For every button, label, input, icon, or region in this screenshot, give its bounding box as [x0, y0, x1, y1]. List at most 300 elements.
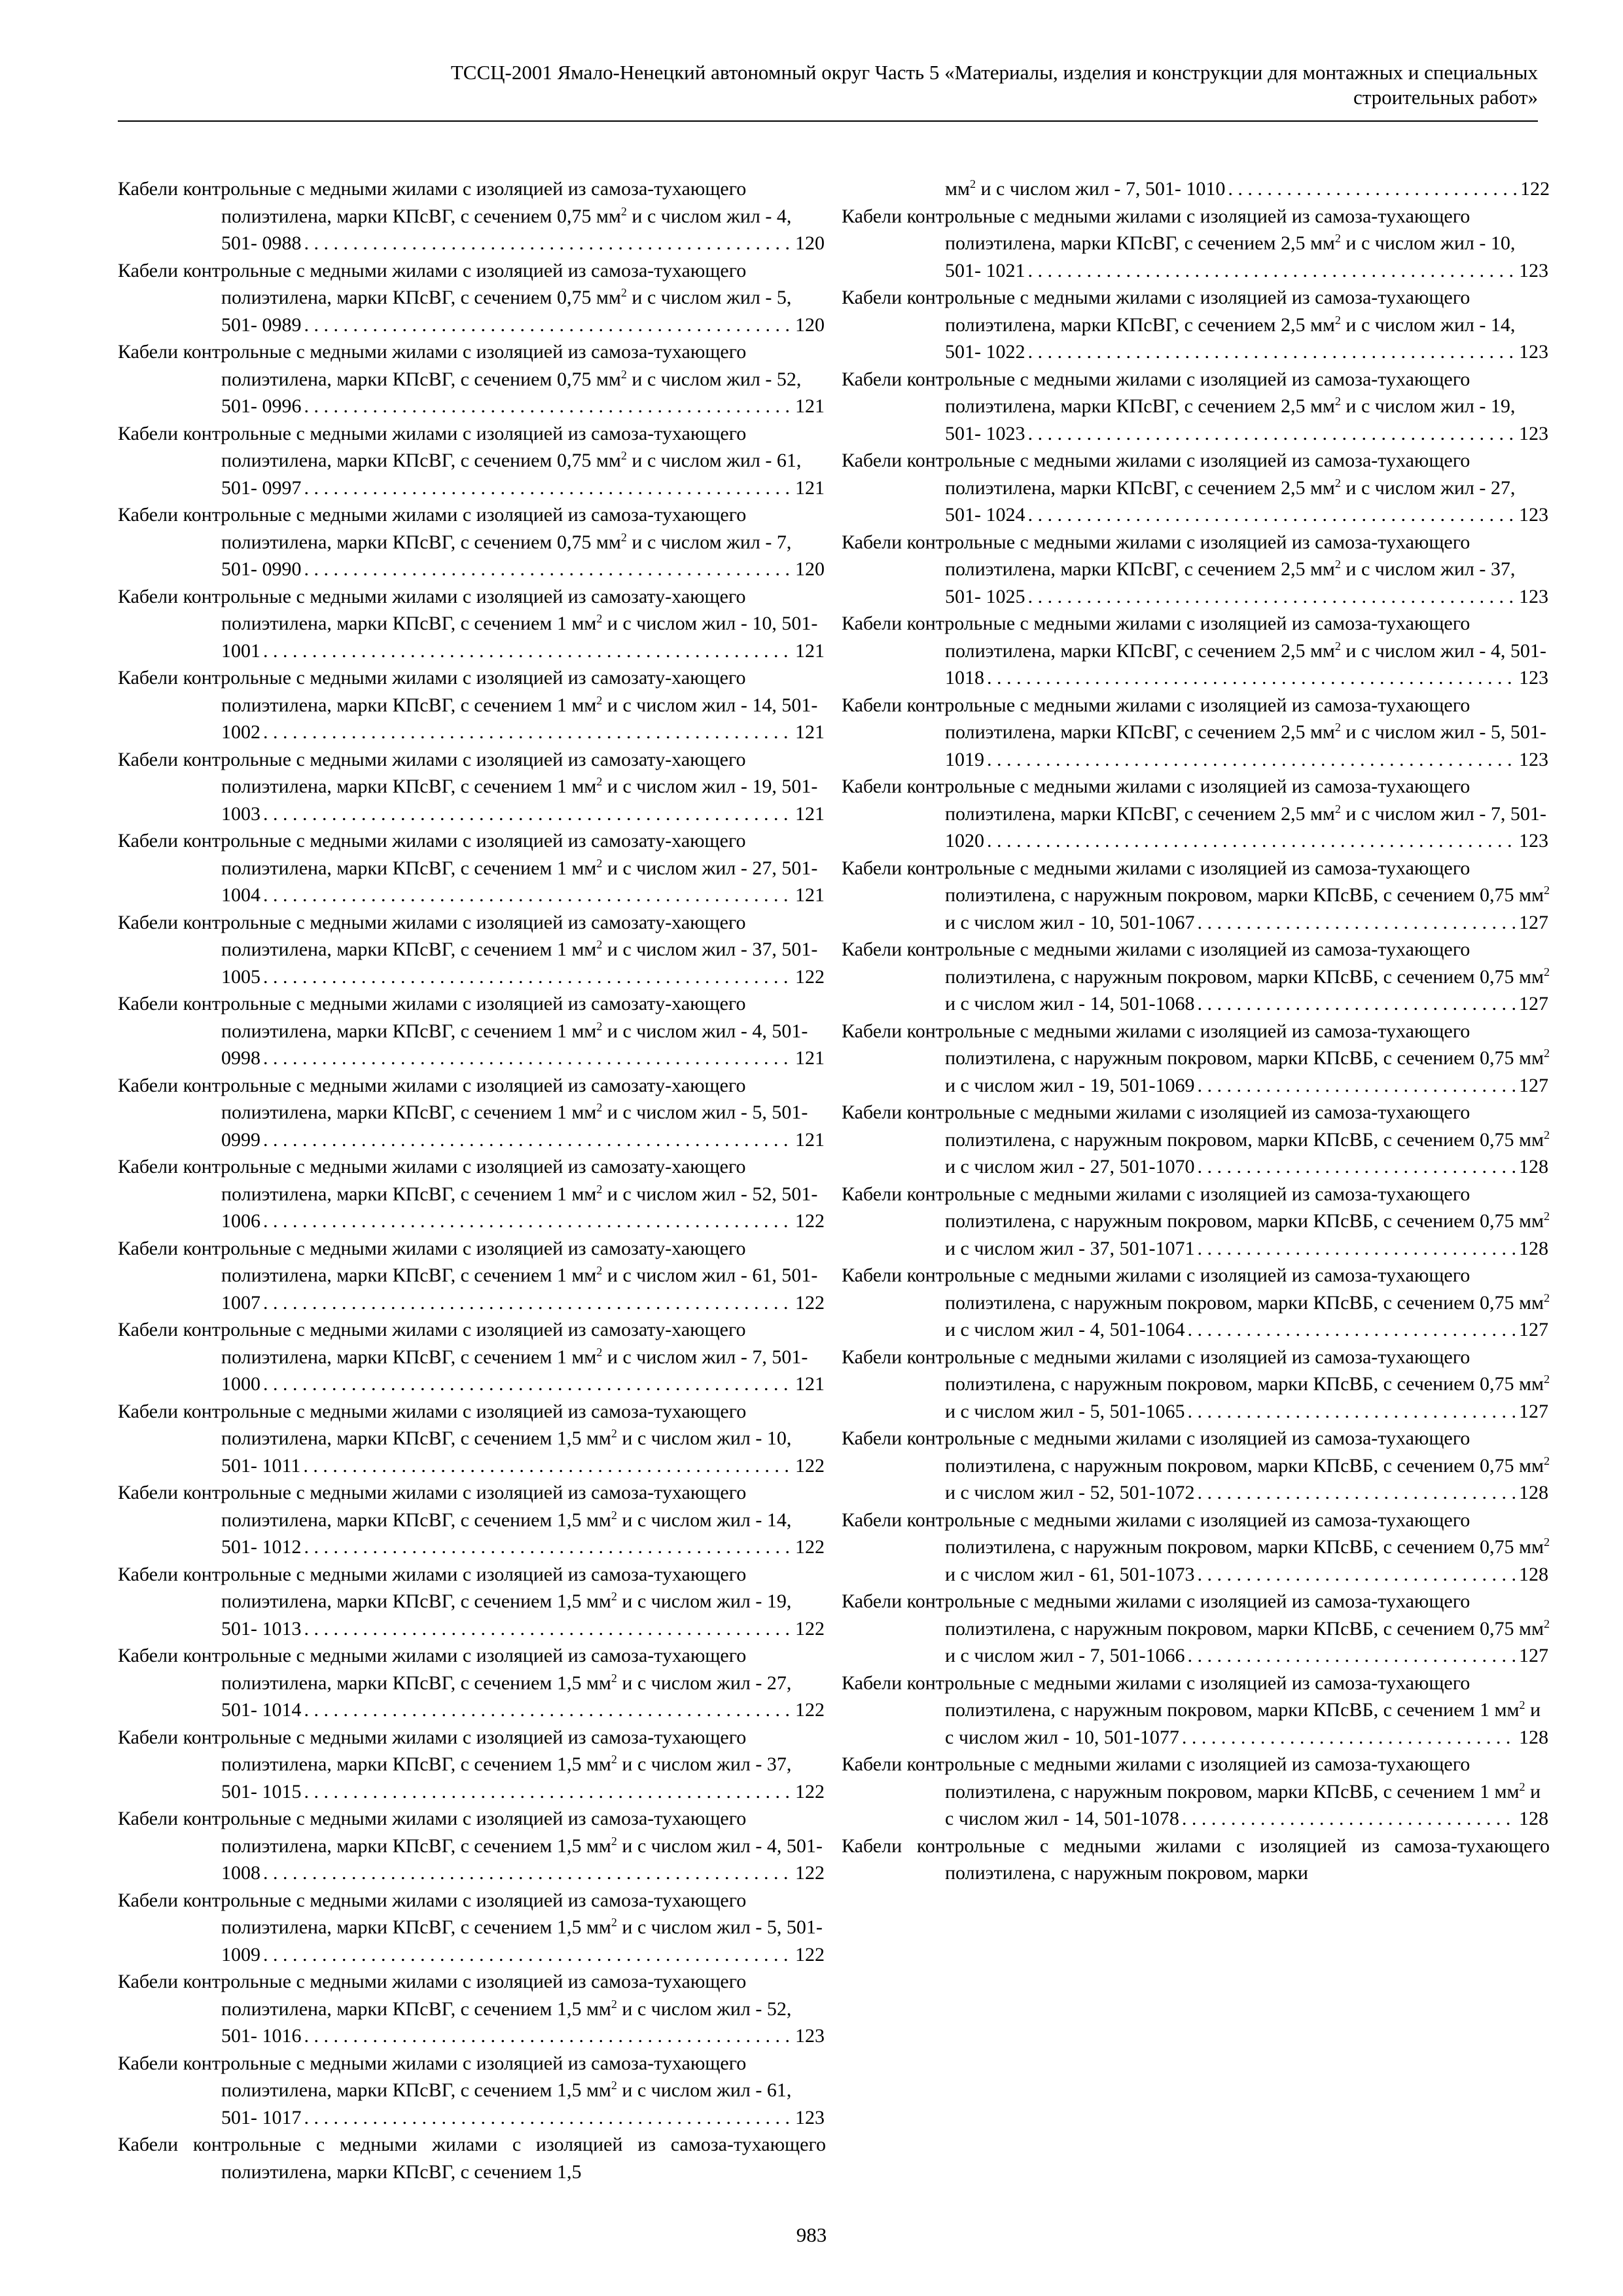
entry-tail	[302, 475, 825, 502]
entry-page-ref: 121	[795, 884, 825, 906]
entry-superscript: 2	[1334, 232, 1341, 245]
entry-superscript: 2	[596, 938, 603, 951]
index-entry	[842, 203, 1550, 285]
entry-superscript: 2	[596, 1264, 603, 1277]
index-entry	[118, 664, 826, 746]
entry-tail	[1185, 1316, 1548, 1344]
entry-page-ref: 121	[795, 639, 825, 662]
entry-tail	[1179, 1724, 1548, 1751]
entry-superscript: 2	[1334, 313, 1341, 327]
entry-tail	[302, 312, 825, 339]
entry-superscript: 2	[1519, 1698, 1525, 1712]
entry-page-ref: 121	[795, 395, 825, 417]
entry-tail	[260, 1371, 825, 1398]
entry-prefix: Кабели контрольные с медными жилами с изоляцией из самоза-тухающего полиэтилена, марки КПсВГ, с сечением 2,5 мм	[842, 613, 1471, 662]
dot-leader	[1028, 583, 1517, 611]
entry-superscript: 2	[596, 1345, 603, 1359]
dot-leader	[1197, 1561, 1516, 1588]
dot-leader	[263, 1126, 793, 1154]
entry-tail	[260, 719, 825, 746]
dot-leader	[263, 1371, 793, 1398]
entry-superscript: 2	[1544, 1454, 1550, 1467]
entry-tail	[1194, 1072, 1548, 1100]
dot-leader	[263, 882, 793, 909]
entry-prefix: Кабели контрольные с медными жилами с изоляцией из самоза-тухающего полиэтилена, марки КПсВГ, с сечением 2,5 мм	[842, 694, 1471, 743]
index-entry	[118, 1316, 826, 1398]
entry-tail	[1194, 909, 1548, 937]
entry-tail	[1026, 257, 1549, 285]
entry-tail	[302, 2104, 825, 2132]
index-entry	[842, 1262, 1550, 1344]
dot-leader	[1187, 1398, 1516, 1426]
entry-tail	[984, 664, 1548, 692]
dot-leader	[1187, 1316, 1516, 1344]
entry-suffix: и с числом жил - 19, 501-1069	[945, 1074, 1195, 1096]
entry-superscript: 2	[1544, 1617, 1550, 1630]
index-entry	[118, 175, 826, 257]
entry-superscript: 2	[611, 2079, 617, 2092]
entry-prefix: Кабели контрольные с медными жилами с изоляцией из самоза-тухающего полиэтилена, марки КПсВГ, с сечением 0,75 мм	[118, 259, 747, 308]
dot-leader	[1028, 338, 1517, 366]
entry-suffix: и с числом жил - 37, 501-1071	[945, 1237, 1195, 1259]
entry-tail	[302, 230, 825, 257]
index-entry	[842, 1181, 1550, 1263]
entry-suffix: и с числом жил - 4, 501- 1018	[945, 639, 1546, 689]
index-entry	[118, 1153, 826, 1235]
dot-leader	[987, 664, 1516, 692]
entry-suffix: и с числом жил - 4, 501- 0998	[221, 1020, 808, 1069]
entry-prefix: Кабели контрольные с медными жилами с изоляцией из самоза-тухающего полиэтилена, с наружным покровом, марки КПсВБ, с сечением 0,75 мм	[842, 1346, 1544, 1395]
entry-prefix: Кабели контрольные с медными жилами с изоляцией из самозату-хающего полиэтилена, марки КПсВГ, с сечением 1 мм	[118, 748, 746, 797]
entry-page-ref: 123	[1519, 504, 1548, 526]
entry-suffix: и с числом жил - 37, 501- 1015	[221, 1753, 792, 1803]
entry-superscript: 2	[1334, 639, 1341, 653]
dot-leader	[304, 2104, 793, 2132]
entry-page-ref: 123	[1519, 585, 1548, 607]
entry-page-ref: 121	[795, 1373, 825, 1395]
entry-prefix: Кабели контрольные с медными жилами с изоляцией из самоза-тухающего полиэтилена, с наружным покровом, марки КПсВБ, с сечением 0,75 мм	[842, 1509, 1544, 1558]
dot-leader	[1028, 257, 1517, 285]
entry-prefix: Кабели контрольные с медными жилами с изоляцией из самоза-тухающего полиэтилена, марки КПсВГ, с сечением 1,5	[118, 2134, 826, 2183]
entry-page-ref: 128	[1519, 1237, 1548, 1259]
dot-leader	[263, 963, 793, 991]
index-entry	[118, 909, 826, 991]
entry-page-ref: 122	[795, 1862, 825, 1884]
entry-prefix: Кабели контрольные с медными жилами с изоляцией из самоза-тухающего полиэтилена, с наружным покровом, марки	[842, 1835, 1550, 1884]
entry-suffix: и с числом жил - 14, 501- 1012	[221, 1509, 792, 1558]
entry-page-ref: 122	[795, 1780, 825, 1803]
entry-page-ref: 122	[795, 1943, 825, 1965]
index-entry	[118, 338, 826, 420]
index-entry	[118, 257, 826, 339]
dot-leader	[1028, 420, 1517, 448]
index-entry	[118, 420, 826, 502]
entry-tail	[1194, 1561, 1548, 1588]
entry-suffix: и с числом жил - 52, 501- 0996	[221, 368, 802, 417]
entry-suffix: и с числом жил - 10, 501-1067	[945, 911, 1195, 933]
entry-tail	[1026, 583, 1549, 611]
dot-leader	[304, 312, 793, 339]
dot-leader	[263, 719, 793, 746]
index-entry	[842, 1344, 1550, 1426]
entry-suffix: и с числом жил - 7, 501- 1020	[945, 802, 1546, 852]
index-entry-text	[118, 2134, 826, 2183]
entry-superscript: 2	[1334, 558, 1341, 571]
entry-page-ref: 127	[1519, 993, 1548, 1014]
entry-page-ref: 128	[1519, 1482, 1548, 1503]
dot-leader	[304, 1696, 793, 1724]
header-line-2: строительных работ»	[1353, 86, 1538, 109]
entry-suffix: и с числом жил - 61, 501-1073	[945, 1563, 1195, 1585]
entry-suffix: и с числом жил - 10, 501-1077	[945, 1699, 1541, 1748]
entry-superscript: 2	[611, 1590, 617, 1603]
index-entry	[842, 1099, 1550, 1181]
entry-page-ref: 128	[1519, 1563, 1548, 1585]
index-entry	[118, 1642, 826, 1724]
entry-suffix: и с числом жил - 14, 501- 1002	[221, 694, 818, 743]
running-header	[118, 60, 1538, 110]
entry-prefix: Кабели контрольные с медными жилами с изоляцией из самоза-тухающего полиэтилена, с наружным покровом, марки КПсВБ, с сечением 0,75 мм	[842, 1102, 1544, 1151]
entry-prefix: Кабели контрольные с медными жилами с изоляцией из самоза-тухающего полиэтилена, марки КПсВГ, с сечением 1,5 мм	[118, 1808, 747, 1857]
entry-page-ref: 127	[1519, 1074, 1548, 1096]
dot-leader	[304, 393, 793, 420]
entry-superscript: 2	[596, 775, 603, 788]
dot-leader	[987, 827, 1516, 855]
entry-prefix: Кабели контрольные с медными жилами с изоляцией из самоза-тухающего полиэтилена, марки КПсВГ, с сечением 1,5 мм	[118, 1726, 747, 1775]
entry-suffix: и с числом жил - 27, 501- 1014	[221, 1672, 792, 1721]
entry-page-ref: 120	[795, 232, 825, 254]
entry-tail	[260, 1941, 825, 1969]
entry-tail	[1179, 1805, 1548, 1833]
entry-tail	[260, 1045, 825, 1072]
entry-prefix: Кабели контрольные с медными жилами с изоляцией из самозату-хающего полиэтилена, марки КПсВГ, с сечением 1 мм	[118, 830, 746, 879]
entry-superscript: 2	[1519, 1780, 1525, 1793]
entry-superscript: 2	[1334, 802, 1341, 816]
entry-suffix: и с числом жил - 5, 501-1065	[945, 1400, 1185, 1422]
entry-superscript: 2	[1544, 1535, 1550, 1549]
entry-prefix: Кабели контрольные с медными жилами с изоляцией из самоза-тухающего полиэтилена, марки КПсВГ, с сечением 2,5 мм	[842, 776, 1471, 825]
header-line-1: ТССЦ-2001 Ямало-Ненецкий автономный округ Часть 5 «Материалы, изделия и конструкции для монтажных и специальных	[450, 61, 1538, 84]
entry-page-ref: 128	[1519, 1726, 1548, 1748]
index-entry	[842, 1751, 1550, 1833]
entry-page-ref: 121	[795, 721, 825, 743]
entry-page-ref: 122	[795, 1291, 825, 1314]
entry-suffix: и с числом жил - 61, 501- 1017	[221, 2079, 792, 2128]
entry-prefix: Кабели контрольные с медными жилами с изоляцией из самоза-тухающего полиэтилена, марки КПсВГ, с сечением 0,75 мм	[118, 341, 747, 390]
entry-page-ref: 127	[1519, 1645, 1548, 1666]
index-entry	[842, 284, 1550, 366]
index-entry	[842, 175, 1550, 203]
dot-leader	[1197, 990, 1516, 1018]
entry-superscript: 2	[611, 1997, 617, 2011]
index-entry	[118, 2050, 826, 2132]
entry-suffix: и с числом жил - 27, 501- 1004	[221, 857, 818, 906]
entry-suffix: и с числом жил - 19, 501- 1003	[221, 776, 818, 825]
entry-page-ref: 120	[795, 314, 825, 336]
dot-leader	[304, 556, 793, 583]
entry-suffix: и с числом жил - 5, 501- 0989	[221, 287, 792, 336]
dot-leader	[263, 800, 793, 828]
index-entry	[842, 1833, 1550, 1887]
entry-page-ref: 122	[795, 1699, 825, 1721]
index-entry	[118, 1724, 826, 1806]
entry-page-ref: 127	[1519, 1319, 1548, 1340]
entry-tail	[1026, 501, 1549, 529]
entry-tail	[1194, 990, 1548, 1018]
entry-tail	[302, 556, 825, 583]
entry-superscript: 2	[596, 856, 603, 870]
dot-leader	[1228, 175, 1518, 203]
entry-suffix: и с числом жил - 4, 501- 1008	[221, 1835, 823, 1884]
dot-leader	[987, 746, 1516, 774]
index-entry	[842, 366, 1550, 448]
entry-superscript: 2	[611, 1753, 617, 1766]
index-column-right	[842, 175, 1550, 1887]
dot-leader	[263, 1289, 793, 1317]
index-entry	[842, 1018, 1550, 1100]
entry-page-ref: 123	[1519, 259, 1548, 281]
dot-leader	[263, 637, 793, 665]
index-entry	[118, 990, 826, 1072]
entry-suffix: и с числом жил - 10, 501- 1001	[221, 613, 818, 662]
index-entry	[118, 1561, 826, 1643]
entry-tail	[302, 1696, 825, 1724]
entry-tail	[302, 1534, 825, 1561]
entry-prefix: Кабели контрольные с медными жилами с изоляцией из самоза-тухающего полиэтилена, марки КПсВГ, с сечением 0,75 мм	[118, 504, 747, 553]
dot-leader	[1182, 1805, 1516, 1833]
index-entry	[842, 936, 1550, 1018]
entry-tail	[260, 1208, 825, 1235]
index-entry	[842, 1670, 1550, 1751]
entry-page-ref: 128	[1519, 1808, 1548, 1829]
entry-suffix: и с числом жил - 4, 501- 0988	[221, 205, 792, 254]
entry-suffix: и с числом жил - 52, 501- 1016	[221, 1998, 792, 2047]
entry-prefix: Кабели контрольные с медными жилами с изоляцией из самоза-тухающего полиэтилена, с наружным покровом, марки КПсВБ, с сечением 0,75 мм	[842, 939, 1544, 988]
entry-suffix: и с числом жил - 19, 501- 1013	[221, 1590, 792, 1640]
index-entry	[118, 1235, 826, 1317]
page-number: 983	[796, 2223, 827, 2246]
entry-superscript: 2	[611, 1427, 617, 1440]
entry-tail	[260, 637, 825, 665]
entry-suffix: и с числом жил - 14, 501-1068	[945, 993, 1195, 1014]
entry-superscript: 2	[969, 177, 976, 190]
entry-prefix: Кабели контрольные с медными жилами с изоляцией из самоза-тухающего полиэтилена, марки КПсВГ, с сечением 1,5 мм	[118, 1400, 747, 1449]
entry-suffix: и с числом жил - 27, 501-1070	[945, 1156, 1195, 1177]
dot-leader	[263, 1941, 793, 1969]
entry-suffix: и с числом жил - 10, 501- 1021	[945, 232, 1516, 281]
entry-tail	[1185, 1398, 1548, 1426]
entry-prefix: Кабели контрольные с медными жилами с изоляцией из самоза-тухающего полиэтилена, с наружным покровом, марки КПсВБ, с сечением 0,75 мм	[842, 1265, 1544, 1314]
entry-prefix: Кабели контрольные с медными жилами с изоляцией из самоза-тухающего полиэтилена, марки КПсВГ, с сечением 0,75 мм	[118, 178, 747, 227]
entry-page-ref: 121	[795, 1128, 825, 1151]
entry-suffix: и с числом жил - 7, 501- 0990	[221, 531, 792, 580]
dot-leader	[1197, 1479, 1516, 1507]
entry-superscript: 2	[620, 286, 627, 299]
entry-prefix: Кабели контрольные с медными жилами с изоляцией из самоза-тухающего полиэтилена, с наружным покровом, марки КПсВБ, с сечением 0,75 мм	[842, 1427, 1544, 1477]
index-entry	[842, 773, 1550, 855]
index-entry	[842, 692, 1550, 774]
entry-prefix: Кабели контрольные с медными жилами с изоляцией из самоза-тухающего полиэтилена, с наружным покровом, марки КПсВБ, с сечением 1 мм	[842, 1753, 1520, 1803]
entry-tail	[300, 1452, 825, 1480]
entry-prefix: Кабели контрольные с медными жилами с изоляцией из самозату-хающего полиэтилена, марки КПсВГ, с сечением 1 мм	[118, 1319, 746, 1368]
entry-tail	[260, 963, 825, 991]
entry-page-ref: 123	[795, 2106, 825, 2128]
entry-page-ref: 123	[1519, 748, 1548, 770]
entry-prefix: Кабели контрольные с медными жилами с изоляцией из самоза-тухающего полиэтилена, с наружным покровом, марки КПсВБ, с сечением 1 мм	[842, 1672, 1520, 1721]
entry-page-ref: 122	[795, 1454, 825, 1477]
dot-leader	[1187, 1642, 1516, 1670]
index-entry	[118, 827, 826, 909]
entry-superscript: 2	[1544, 1372, 1550, 1386]
entry-page-ref: 127	[1519, 911, 1548, 933]
entry-suffix: и с числом жил - 37, 501- 1005	[221, 939, 818, 988]
entry-prefix: Кабели контрольные с медными жилами с изоляцией из самоза-тухающего полиэтилена, марки КПсВГ, с сечением 1,5 мм	[118, 1482, 747, 1531]
entry-suffix: и с числом жил - 61, 501- 1007	[221, 1265, 818, 1314]
dot-leader	[1028, 501, 1517, 529]
header-rule	[118, 120, 1538, 122]
entry-page-ref: 121	[795, 476, 825, 499]
entry-superscript: 2	[1544, 1047, 1550, 1060]
entry-suffix: и с числом жил - 7, 501- 1010	[975, 178, 1226, 200]
index-entry	[842, 1425, 1550, 1507]
entry-suffix: и с числом жил - 4, 501-1064	[945, 1319, 1185, 1340]
index-entry-text	[945, 175, 1225, 203]
index-entry	[118, 1887, 826, 1969]
entry-superscript: 2	[611, 1834, 617, 1848]
entry-superscript: 2	[1544, 965, 1550, 978]
index-entry	[118, 1398, 826, 1480]
entry-superscript: 2	[620, 449, 627, 462]
entry-tail	[1194, 1235, 1548, 1263]
index-entry	[118, 501, 826, 583]
entry-suffix: и с числом жил - 61, 501- 0997	[221, 450, 802, 499]
entry-prefix: Кабели контрольные с медными жилами с изоляцией из самоза-тухающего полиэтилена, с наружным покровом, марки КПсВБ, с сечением 0,75 мм	[842, 1590, 1544, 1640]
index-entry	[118, 1479, 826, 1561]
dot-leader	[304, 230, 793, 257]
entry-prefix: Кабели контрольные с медными жилами с изоляцией из самоза-тухающего полиэтилена, марки КПсВГ, с сечением 2,5 мм	[842, 205, 1471, 254]
entry-tail	[1026, 338, 1549, 366]
entry-superscript: 2	[596, 1019, 603, 1033]
entry-page-ref: 122	[795, 1617, 825, 1640]
entry-page-ref: 120	[795, 558, 825, 580]
entry-prefix: Кабели контрольные с медными жилами с изоляцией из самозату-хающего полиэтилена, марки КПсВГ, с сечением 1 мм	[118, 1237, 746, 1286]
entry-tail	[260, 1859, 825, 1887]
entry-page-ref: 122	[1520, 178, 1550, 200]
entry-superscript: 2	[596, 1182, 603, 1196]
entry-page-ref: 122	[795, 1536, 825, 1558]
entry-page-ref: 122	[795, 965, 825, 988]
index-entry	[842, 610, 1550, 692]
entry-prefix: Кабели контрольные с медными жилами с изоляцией из самоза-тухающего полиэтилена, с наружным покровом, марки КПсВБ, с сечением 0,75 мм	[842, 1020, 1544, 1069]
index-entry	[842, 529, 1550, 611]
entry-tail	[302, 2022, 825, 2050]
entry-superscript: 2	[1334, 476, 1341, 490]
entry-tail	[1194, 1479, 1548, 1507]
entry-prefix: Кабели контрольные с медными жилами с изоляцией из самоза-тухающего полиэтилена, с наружным покровом, марки КПсВБ, с сечением 0,75 мм	[842, 1183, 1544, 1232]
entry-superscript: 2	[1544, 1291, 1550, 1304]
entry-page-ref: 121	[795, 802, 825, 825]
entry-prefix: Кабели контрольные с медными жилами с изоляцией из самоза-тухающего полиэтилена, марки КПсВГ, с сечением 2,5 мм	[842, 531, 1471, 580]
entry-prefix: Кабели контрольные с медными жилами с изоляцией из самоза-тухающего полиэтилена, марки КПсВГ, с сечением 2,5 мм	[842, 287, 1471, 336]
dot-leader	[1197, 1153, 1516, 1181]
dot-leader	[263, 1045, 793, 1072]
entry-page-ref: 123	[1519, 422, 1548, 444]
entry-tail	[984, 746, 1548, 774]
entry-superscript: 2	[1544, 1128, 1550, 1141]
entry-superscript: 2	[1334, 395, 1341, 408]
index-column-left	[118, 175, 826, 2185]
entry-tail	[260, 1289, 825, 1317]
entry-prefix: Кабели контрольные с медными жилами с изоляцией из самозату-хающего полиэтилена, марки КПсВГ, с сечением 1 мм	[118, 585, 746, 634]
entry-superscript: 2	[620, 204, 627, 218]
entry-suffix: и с числом жил - 19, 501- 1023	[945, 395, 1516, 444]
entry-suffix: и с числом жил - 5, 501- 0999	[221, 1102, 808, 1151]
dot-leader	[1197, 1072, 1516, 1100]
entry-page-ref: 122	[795, 1210, 825, 1232]
entry-tail	[1185, 1642, 1548, 1670]
entry-suffix: и с числом жил - 7, 501-1066	[945, 1645, 1185, 1666]
entry-prefix: Кабели контрольные с медными жилами с изоляцией из самоза-тухающего полиэтилена, марки КПсВГ, с сечением 1,5 мм	[118, 2052, 747, 2101]
entry-tail	[260, 882, 825, 909]
entry-page-ref: 128	[1519, 1156, 1548, 1177]
dot-leader	[304, 2022, 793, 2050]
index-entry	[118, 1072, 826, 1154]
entry-superscript: 2	[596, 1101, 603, 1114]
dot-leader	[1182, 1724, 1516, 1751]
index-entry-text	[842, 1835, 1550, 1884]
entry-suffix: и с числом жил - 5, 501- 1019	[945, 721, 1546, 770]
entry-page-ref: 123	[1519, 341, 1548, 363]
entry-prefix: Кабели контрольные с медными жилами с изоляцией из самоза-тухающего полиэтилена, марки КПсВГ, с сечением 2,5 мм	[842, 368, 1471, 417]
entry-prefix: Кабели контрольные с медными жилами с изоляцией из самоза-тухающего полиэтилена, марки КПсВГ, с сечением 1,5 мм	[118, 1971, 747, 2020]
entry-tail	[302, 393, 825, 420]
entry-tail	[1194, 1153, 1548, 1181]
entry-superscript: 2	[1544, 1210, 1550, 1223]
entry-prefix: Кабели контрольные с медными жилами с изоляцией из самозату-хающего полиэтилена, марки КПсВГ, с сечением 1 мм	[118, 1156, 746, 1205]
dot-leader	[304, 1615, 793, 1643]
entry-suffix: и с числом жил - 14, 501-1078	[945, 1780, 1541, 1829]
index-entry	[118, 1968, 826, 2050]
index-entry	[118, 746, 826, 828]
entry-prefix: мм	[945, 178, 970, 200]
entry-tail	[260, 800, 825, 828]
entry-superscript: 2	[596, 693, 603, 707]
entry-page-ref: 121	[795, 1047, 825, 1069]
entry-superscript: 2	[611, 1508, 617, 1522]
dot-leader	[263, 1208, 793, 1235]
entry-page-ref: 123	[795, 2025, 825, 2047]
dot-leader	[303, 1452, 793, 1480]
entry-prefix: Кабели контрольные с медными жилами с изоляцией из самозату-хающего полиэтилена, марки КПсВГ, с сечением 1 мм	[118, 667, 746, 716]
entry-prefix: Кабели контрольные с медными жилами с изоляцией из самоза-тухающего полиэтилена, марки КПсВГ, с сечением 1,5 мм	[118, 1563, 747, 1612]
dot-leader	[1197, 1235, 1516, 1263]
dot-leader	[304, 1778, 793, 1806]
entry-prefix: Кабели контрольные с медными жилами с изоляцией из самозату-хающего полиэтилена, марки КПсВГ, с сечением 1 мм	[118, 993, 746, 1042]
index-entry	[842, 447, 1550, 529]
entry-superscript: 2	[611, 1671, 617, 1685]
entry-suffix: и с числом жил - 7, 501- 1000	[221, 1346, 808, 1395]
index-entry	[842, 1588, 1550, 1670]
entry-superscript: 2	[1334, 721, 1341, 734]
index-entry	[842, 1507, 1550, 1588]
entry-prefix: Кабели контрольные с медными жилами с изоляцией из самоза-тухающего полиэтилена, марки КПсВГ, с сечением 1,5 мм	[118, 1645, 747, 1694]
index-entry	[842, 855, 1550, 937]
index-entry	[118, 2131, 826, 2185]
entry-tail	[1026, 420, 1549, 448]
dot-leader	[304, 1534, 793, 1561]
entry-prefix: Кабели контрольные с медными жилами с изоляцией из самоза-тухающего полиэтилена, марки КПсВГ, с сечением 1,5 мм	[118, 1889, 747, 1938]
entry-tail	[260, 1126, 825, 1154]
